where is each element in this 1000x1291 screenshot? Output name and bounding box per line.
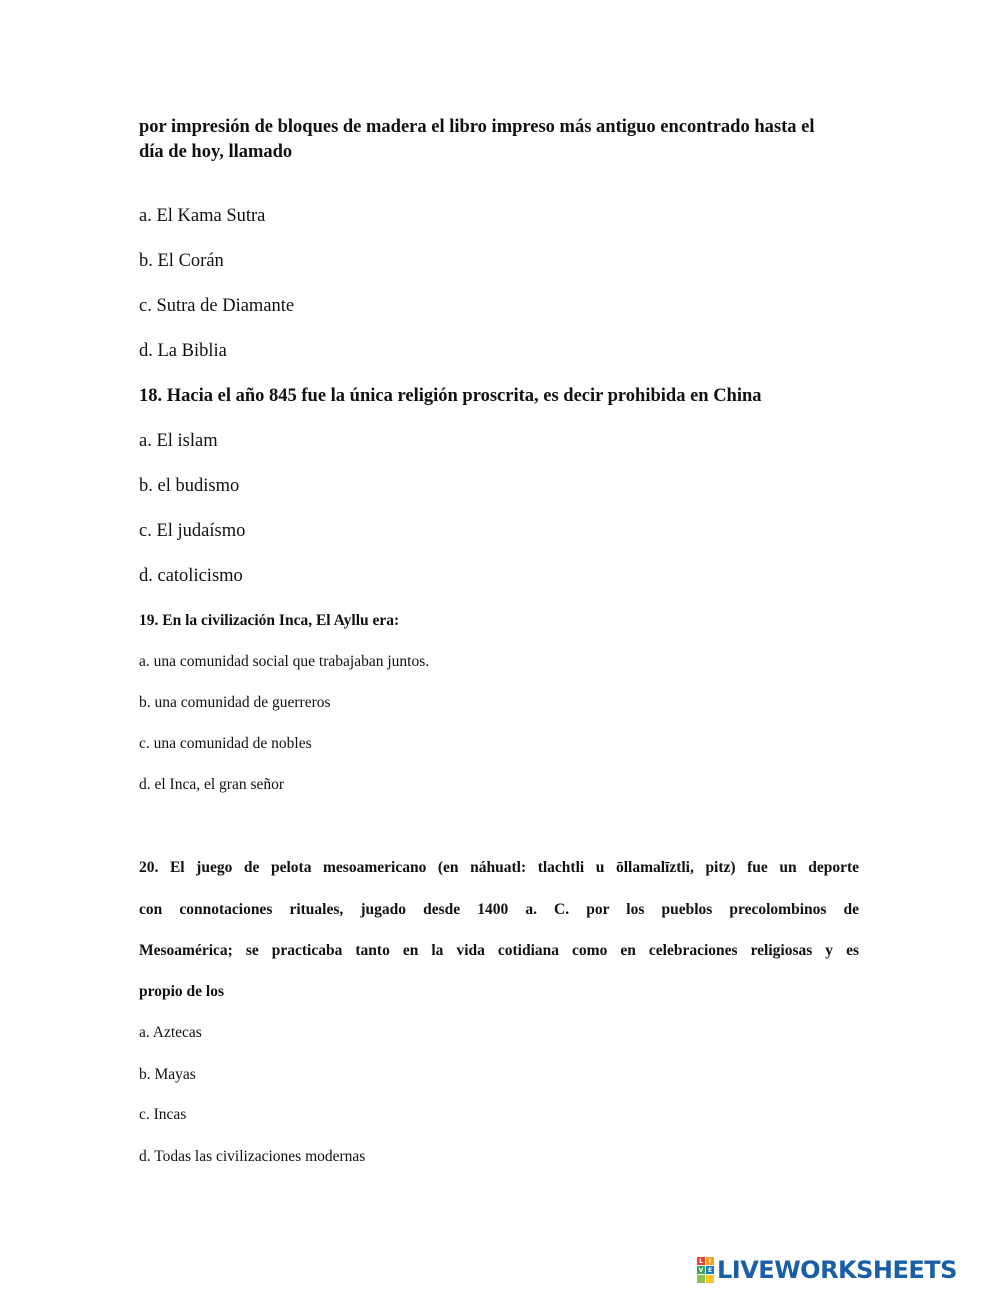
q17-option-d: d. La Biblia: [139, 341, 227, 361]
question-19-text: 19. En la civilización Inca, El Ayllu era:: [139, 612, 400, 629]
question-20-text-line1: 20. El juego de pelota mesoamericano (en náhuatl: tlachtli u ōllamalīztli, pitz) fue un deporte: [139, 859, 859, 876]
question-17-text-line2: día de hoy, llamado: [139, 142, 293, 162]
q19-option-d: d. el Inca, el gran señor: [139, 776, 285, 793]
question-17-text-line1: por impresión de bloques de madera el libro impreso más antiguo encontrado hasta el: [139, 117, 815, 137]
logo-block: [697, 1275, 705, 1283]
q18-option-b: b. el budismo: [139, 476, 240, 496]
question-20-text-line3: Mesoamérica; se practicaba tanto en la vida cotidiana como en celebraciones religiosas y es: [139, 942, 859, 959]
logo-block: E: [707, 1266, 713, 1274]
q20-option-a: a. Aztecas: [139, 1024, 202, 1041]
logo-block: L: [697, 1257, 705, 1265]
q17-option-a: a. El Kama Sutra: [139, 206, 266, 226]
q19-option-a: a. una comunidad social que trabajaban juntos.: [139, 653, 430, 670]
question-20-text-line2: con connotaciones rituales, jugado desde 1400 a. C. por los pueblos precolombinos de: [139, 901, 859, 918]
q18-option-d: d. catolicismo: [139, 566, 243, 586]
liveworksheets-logo: [697, 1256, 957, 1284]
logo-block: V: [698, 1266, 704, 1274]
question-18-text: 18. Hacia el año 845 fue la única religión proscrita, es decir prohibida en China: [139, 386, 762, 406]
logo-block: [706, 1275, 714, 1283]
question-20-text-line4: propio de los: [139, 983, 224, 1000]
q20-option-b: b. Mayas: [139, 1066, 196, 1083]
q20-option-d: d. Todas las civilizaciones modernas: [139, 1148, 366, 1165]
q19-option-c: c. una comunidad de nobles: [139, 735, 312, 752]
logo-block: I: [706, 1257, 714, 1265]
q18-option-c: c. El judaísmo: [139, 521, 246, 541]
q18-option-a: a. El islam: [139, 431, 218, 451]
logo-text: LIVEWORKSHEETS: [717, 1256, 957, 1284]
q17-option-c: c. Sutra de Diamante: [139, 296, 295, 316]
q17-option-b: b. El Corán: [139, 251, 224, 271]
q20-option-c: c. Incas: [139, 1106, 187, 1123]
q19-option-b: b. una comunidad de guerreros: [139, 694, 331, 711]
logo-blocks-icon: [697, 1257, 714, 1283]
